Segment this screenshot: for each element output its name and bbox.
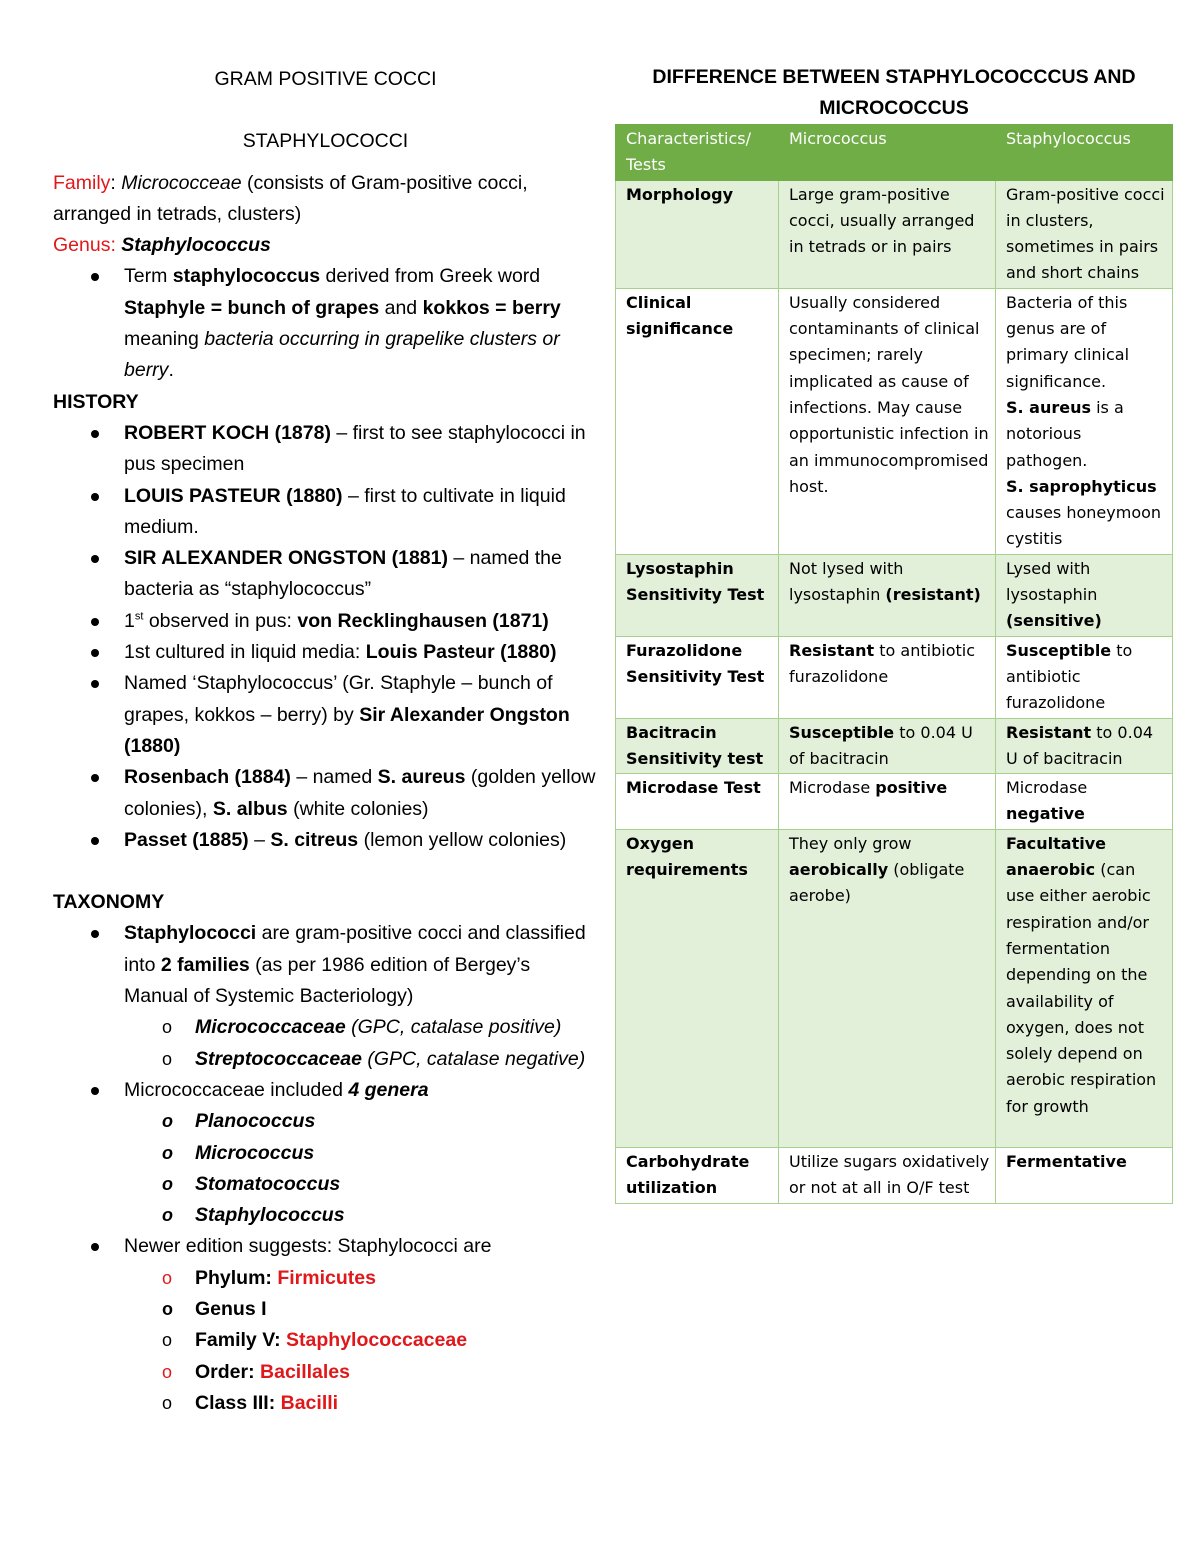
genus-line <box>53 230 598 261</box>
table-row: Carbohydrate utilization Utilize sugars oxidatively or not at all in O/F test Fermentative <box>616 1147 1173 1203</box>
list-item: Micrococcaceae included 4 genera o Planococcus o Micrococcus o Stomatococcus o Staphylococcus <box>53 1075 598 1231</box>
table-row: Morphology Large gram-positive cocci, usually arranged in tetrads or in pairs Gram-positive cocci in clusters, sometimes in pairs and short chains <box>616 180 1173 288</box>
list-item: SIR ALEXANDER ONGSTON (1881) – named the bacteria as “staphylococcus” <box>53 543 598 606</box>
header-cell: Characteristics/ Tests <box>616 125 779 181</box>
sublist-item: o Genus I <box>124 1294 598 1325</box>
list-item: Newer edition suggests: Staphylococci are o Phylum: Firmicutes o Genus I o Family V: Staphylococcaceae o Order: Bacillales o Class III: Bacilli <box>53 1231 598 1419</box>
sublist-item: o Staphylococcus <box>124 1200 598 1231</box>
list-item: LOUIS PASTEUR (1880) – first to cultivate in liquid medium. <box>53 481 598 544</box>
taxonomy-heading: TAXONOMY <box>53 891 165 914</box>
list-item: 1st cultured in liquid media: Louis Pasteur (1880) <box>53 637 598 668</box>
sublist-item: o Order: Bacillales <box>124 1357 598 1388</box>
list-item: Staphylococci are gram-positive cocci and classified into 2 families (as per 1986 edition of Bergey’s Manual of Systemic Bacteriology) o Micrococcaceae (GPC, catalase positive) o Streptococcaceae (GPC, catalase negative) <box>53 918 598 1074</box>
table-header-row <box>616 125 1173 181</box>
sublist-item: o Streptococcaceae (GPC, catalase negative) <box>124 1044 598 1075</box>
sublist-item: o Micrococcaceae (GPC, catalase positive) <box>124 1012 598 1043</box>
header-cell: Staphylococcus <box>996 125 1173 181</box>
list-item: Rosenbach (1884) – named S. aureus (golden yellow colonies), S. albus (white colonies) <box>53 762 598 825</box>
family-desc: (consists of Gram-positive cocci, arranged in tetrads, clusters) <box>53 171 528 225</box>
term-list <box>53 261 598 386</box>
sublist-item: o Stomatococcus <box>124 1169 598 1200</box>
classification-sublist <box>53 1263 598 1419</box>
sublist-item: o Class III: Bacilli <box>124 1388 598 1419</box>
page-title: GRAM POSITIVE COCCI <box>214 68 437 90</box>
list-item: ROBERT KOCH (1878) – first to see staphylococci in pus specimen <box>53 418 598 481</box>
sublist-item: o Planococcus <box>124 1106 598 1137</box>
sublist-item: o Micrococcus <box>124 1138 598 1169</box>
family-line: Family: Micrococceae (consists of Gram-positive cocci, arranged in tetrads, clusters) <box>53 171 528 225</box>
list-item: Passet (1885) – S. citreus (lemon yellow colonies) <box>53 825 598 856</box>
table-row: Oxygen requirements They only grow aerobically (obligate aerobe) Facultative anaerobic (can use either aerobic respiration and/or fermentation depending on the availability of oxygen, does not solely depend on aerobic respiration for growth <box>616 829 1173 1147</box>
genus-name: Staphylococcus <box>121 234 271 257</box>
comparison-table <box>615 124 1173 1204</box>
list-item: Named ‘Staphylococcus’ (Gr. Staphyle – bunch of grapes, kokkos – berry) by Sir Alexander Ongston (1880) <box>53 668 598 762</box>
list-item: Term staphylococcus derived from Greek word Staphyle = bunch of grapes and kokkos = berry meaning bacteria occurring in grapelike clusters or berry. <box>53 261 598 386</box>
table-row: Clinical significance Usually considered contaminants of clinical specimen; rarely implicated as cause of infections. May cause opportunistic infection in an immunocompromised host. Bacteria of this genus are of primary clinical significance. S. aureus is a notorious pathogen. S. saprophyticus causes honeymoon cystitis <box>616 288 1173 554</box>
table-row: Furazolidone Sensitivity Test Resistant to antibiotic furazolidone Susceptible to antibiotic furazolidone <box>616 636 1173 718</box>
family-name: Micrococceae <box>121 171 242 194</box>
header-cell: Micrococcus <box>779 125 996 181</box>
family-sublist <box>53 1012 598 1075</box>
sublist-item: o Family V: Staphylococcaceae <box>124 1325 598 1356</box>
table-row: Lysostaphin Sensitivity Test Not lysed with lysostaphin (resistant) Lysed with lysostaphin (sensitive) <box>616 554 1173 636</box>
taxonomy-list <box>53 918 598 1419</box>
left-column <box>53 64 598 1419</box>
family-label: Family <box>53 171 111 194</box>
history-list <box>53 418 598 856</box>
section-subtitle: STAPHYLOCOCCI <box>242 130 409 153</box>
right-column <box>615 62 1173 1204</box>
history-heading: HISTORY <box>53 390 139 413</box>
genus-label: Genus: <box>53 234 122 257</box>
table-row: Microdase Test Microdase positive Microdase negative <box>616 774 1173 830</box>
table-row: Bacitracin Sensitivity test Susceptible to 0.04 U of bacitracin Resistant to 0.04 U of bacitracin <box>616 718 1173 774</box>
sublist-item: o Phylum: Firmicutes <box>124 1263 598 1294</box>
table-title: DIFFERENCE BETWEEN STAPHYLOCOCCCUS AND MICROCOCCUS <box>652 66 1136 119</box>
list-item: 1st observed in pus: von Recklinghausen (1871) <box>53 606 598 637</box>
genera-sublist <box>53 1106 598 1231</box>
